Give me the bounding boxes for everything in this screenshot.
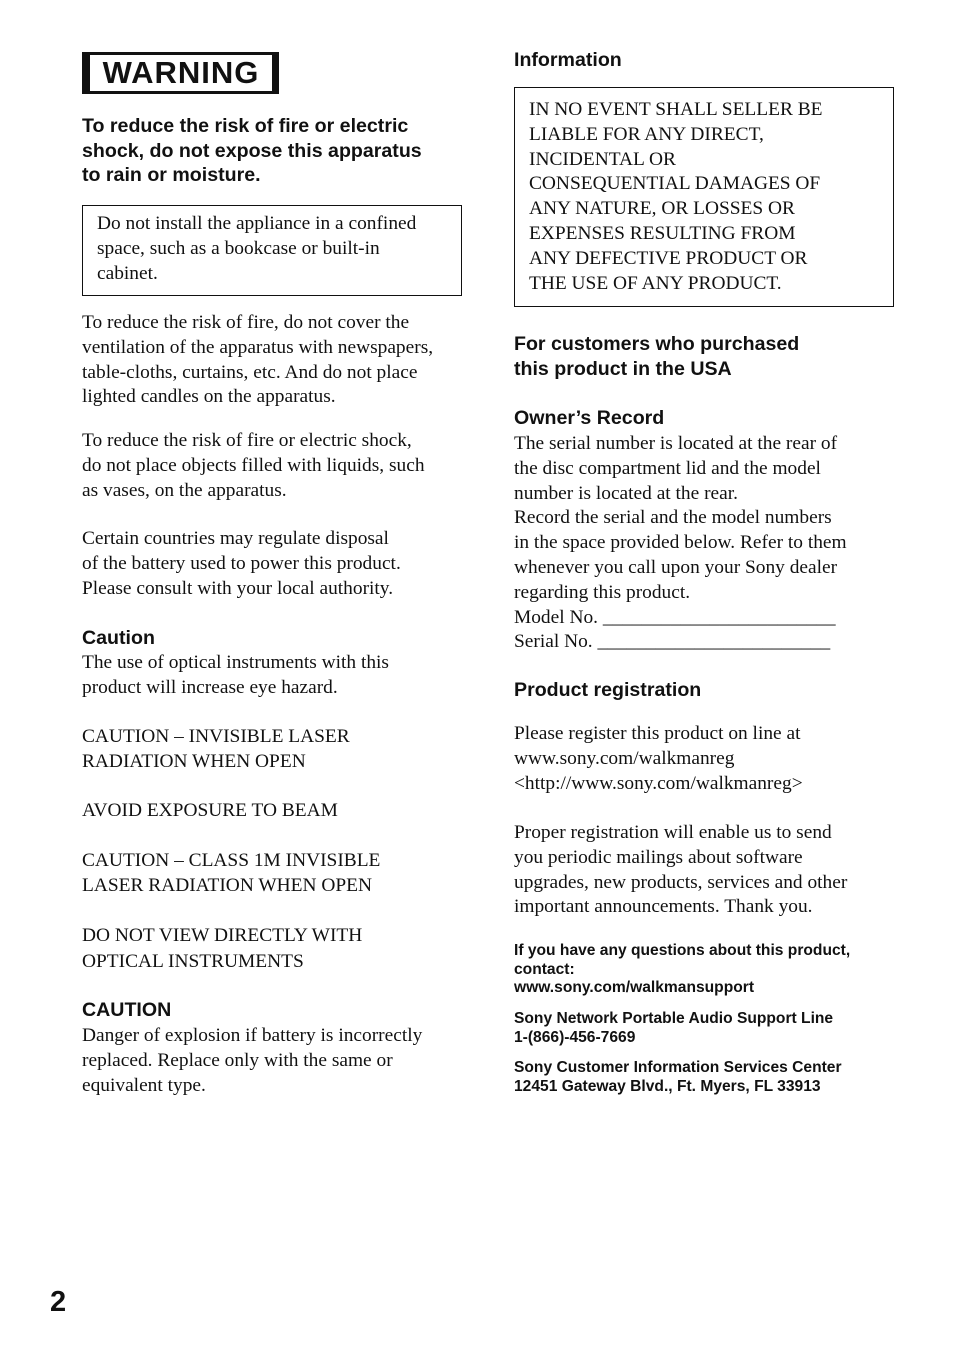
laser-caution-3: CAUTION – CLASS 1M INVISIBLE LASER RADIATION WHEN OPEN xyxy=(82,850,381,896)
model-number-line: Model No. ________________________ xyxy=(514,606,836,628)
battery-caution-text: Danger of explosion if battery is incorrectly replaced. Replace only with the same or equivalent type. xyxy=(82,1025,423,1096)
usa-customers-heading: For customers who purchased this product in the USA xyxy=(514,333,800,380)
page-number: 2 xyxy=(50,1286,67,1318)
support-url: www.sony.com/walkmansupport xyxy=(514,979,755,997)
warning-title: WARNING xyxy=(90,55,272,91)
liquids-paragraph: To reduce the risk of fire or electric shock, do not place objects filled with liquids, such as vases, on the apparatus. xyxy=(82,430,425,501)
laser-caution-2: AVOID EXPOSURE TO BEAM xyxy=(82,800,338,821)
registration-link: <http://www.sony.com/walkmanreg> xyxy=(514,772,803,794)
caution-heading: Caution xyxy=(82,627,155,649)
support-line-info: Sony Network Portable Audio Support Line 1-(866)-456-7669 xyxy=(514,1010,896,1047)
serial-number-line: Serial No. ________________________ xyxy=(514,631,831,653)
ventilation-paragraph: To reduce the risk of fire, do not cover the ventilation of the apparatus with newspapers, table-cloths, curtains, etc. And do not place lighted candles on the apparatus. xyxy=(82,312,434,408)
liability-box: IN NO EVENT SHALL SELLER BE LIABLE FOR ANY DIRECT, INCIDENTAL OR CONSEQUENTIAL DAMAGES OF ANY NATURE, OR LOSSES OR EXPENSES RESULTING FROM ANY DEFECTIVE PRODUCT OR THE USE OF ANY PRODUCT. xyxy=(514,87,894,307)
warning-lead: To reduce the risk of fire or electric shock, do not expose this apparatus to rain or moisture. xyxy=(82,115,422,187)
registration-text: Please register this product on line at www.sony.com/walkmanreg <http://www.sony.com/walkmanreg> xyxy=(514,722,896,796)
caution-text: The use of optical instruments with this product will increase eye hazard. xyxy=(82,652,389,698)
contact-info: If you have any questions about this product, contact: www.sony.com/walkmansupport xyxy=(514,942,896,998)
registration-benefits-text: Proper registration will enable us to send you periodic mailings about software upgrades, new products, services and other important announcements. Thank you. xyxy=(514,822,848,918)
service-center-address: 12451 Gateway Blvd., Ft. Myers, FL 33913 xyxy=(514,1077,821,1095)
battery-disposal-paragraph: Certain countries may regulate disposal of the battery used to power this product. Please consult with your local authority. xyxy=(82,528,401,599)
service-center-info: Sony Customer Information Services Center 12451 Gateway Blvd., Ft. Myers, FL 33913 xyxy=(514,1059,896,1096)
laser-caution-1: CAUTION – INVISIBLE LASER RADIATION WHEN OPEN xyxy=(82,726,350,772)
support-phone: 1-(866)-456-7669 xyxy=(514,1028,636,1046)
warning-badge xyxy=(82,52,279,94)
registration-url: www.sony.com/walkmanreg xyxy=(514,747,735,769)
information-heading: Information xyxy=(514,49,622,71)
owners-record-heading: Owner’s Record xyxy=(514,407,665,429)
product-registration-heading: Product registration xyxy=(514,679,702,701)
laser-caution-4: DO NOT VIEW DIRECTLY WITH OPTICAL INSTRUMENTS xyxy=(82,925,363,972)
install-notice-box: Do not install the appliance in a confined space, such as a bookcase or built-in cabinet. xyxy=(82,205,462,296)
owners-record-text: The serial number is located at the rear of the disc compartment lid and the model number is located at the rear. Record the serial and the model numbers in the space provided below. Refer to them whenever you call upon your Sony dealer regarding this product. Model No. ________________________ Serial No. ________________________ xyxy=(514,432,896,655)
battery-caution-heading: CAUTION xyxy=(82,999,172,1021)
